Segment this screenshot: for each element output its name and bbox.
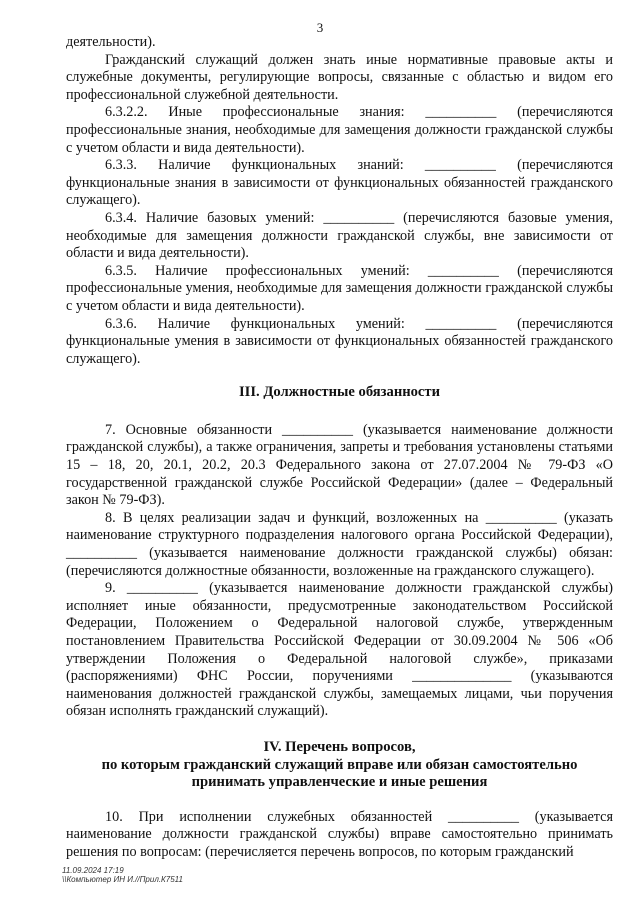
paragraph-knowledge: Гражданский служащий должен знать иные нормативные правовые акты и служебные документы, регулирующие вопросы, связанные с областью и видом его профессиональной служебной деятельности. bbox=[66, 51, 613, 103]
footer-timestamp: 11.09.2024 17:19 bbox=[62, 866, 124, 875]
section-4-heading bbox=[66, 739, 613, 792]
document-body bbox=[66, 34, 613, 862]
item-6-3-5: 6.3.5. Наличие профессиональных умений: __________ (перечисляются профессиональные умения, необходимые для замещения должности гражданской службы с учетом области и вида деятельности). bbox=[66, 262, 613, 314]
paragraph-10: 10. При исполнении служебных обязанностей __________ (указывается наименование должности гражданской службы) вправе самостоятельно принимать решения по вопросам: (перечисляется перечень вопросов, по которым гражданский bbox=[66, 808, 613, 860]
continuation-text: деятельности). bbox=[66, 34, 156, 50]
page-number: 3 bbox=[316, 20, 324, 35]
paragraph-7: 7. Основные обязанности __________ (указывается наименование должности гражданской службы), а также ограничения, запреты и требования установлены статьями 15 – 18, 20, 20.1, 20.2, 20.3 Федерального закона от 27.07.2004 № 79-ФЗ «О государственной гражданской службе Российской Федерации» (далее – Федеральный закон № 79-ФЗ). bbox=[66, 421, 613, 509]
item-6-3-6: 6.3.6. Наличие функциональных умений: __________ (перечисляются функциональные умения в зависимости от функциональных обязанностей гражданского служащего). bbox=[66, 315, 613, 367]
paragraph-8: 8. В целях реализации задач и функций, возложенных на __________ (указать наименование структурного подразделения налогового органа Российской Федерации), __________ (указывается наименование должности гражданской службы) обязан: (перечисляются должностные обязанности, возложенные на гражданского служащего). bbox=[66, 509, 613, 579]
footer-path: \\Компьютер ИН И.//Прил.К7511 bbox=[62, 875, 183, 884]
section-3-heading: III. Должностные обязанности bbox=[239, 384, 440, 401]
item-6-3-2-2: 6.3.2.2. Иные профессиональные знания: __________ (перечисляются профессиональные знания, необходимые для замещения должности гражданской службы с учетом области и вида деятельности). bbox=[66, 104, 613, 156]
footer-stamp bbox=[62, 866, 183, 884]
item-6-3-4: 6.3.4. Наличие базовых умений: __________ (перечисляются базовые умения, необходимые для замещения должности гражданской службы, вне зависимости от области и вида деятельности). bbox=[66, 209, 613, 262]
paragraph-9: 9. __________ (указывается наименование должности гражданской службы) исполняет иные обязанности, предусмотренные законодательством Российской Федерации, Положением о Федеральной налоговой службе, утвержденным постановлением Правительства Российской Федерации от 30.09.2004 № 506 «Об утверждении Положения о Федеральной налоговой службе», приказами (распоряжениями) ФНС России, поручениями ______________ (указываются наименования должностей гражданской службы, замещаемых лицами, чьи поручения обязан исполнять гражданский служащий). bbox=[66, 580, 613, 720]
section-4-heading-line2: по которым гражданский служащий вправе или обязан самостоятельно bbox=[101, 756, 578, 773]
section-4-heading-line1: IV. Перечень вопросов, bbox=[263, 738, 416, 755]
section-4-heading-line3: принимать управленческие и иные решения bbox=[191, 774, 488, 791]
item-6-3-3: 6.3.3. Наличие функциональных знаний: __________ (перечисляются функциональные знания в зависимости от функциональных обязанностей гражданского служащего). bbox=[66, 157, 613, 209]
